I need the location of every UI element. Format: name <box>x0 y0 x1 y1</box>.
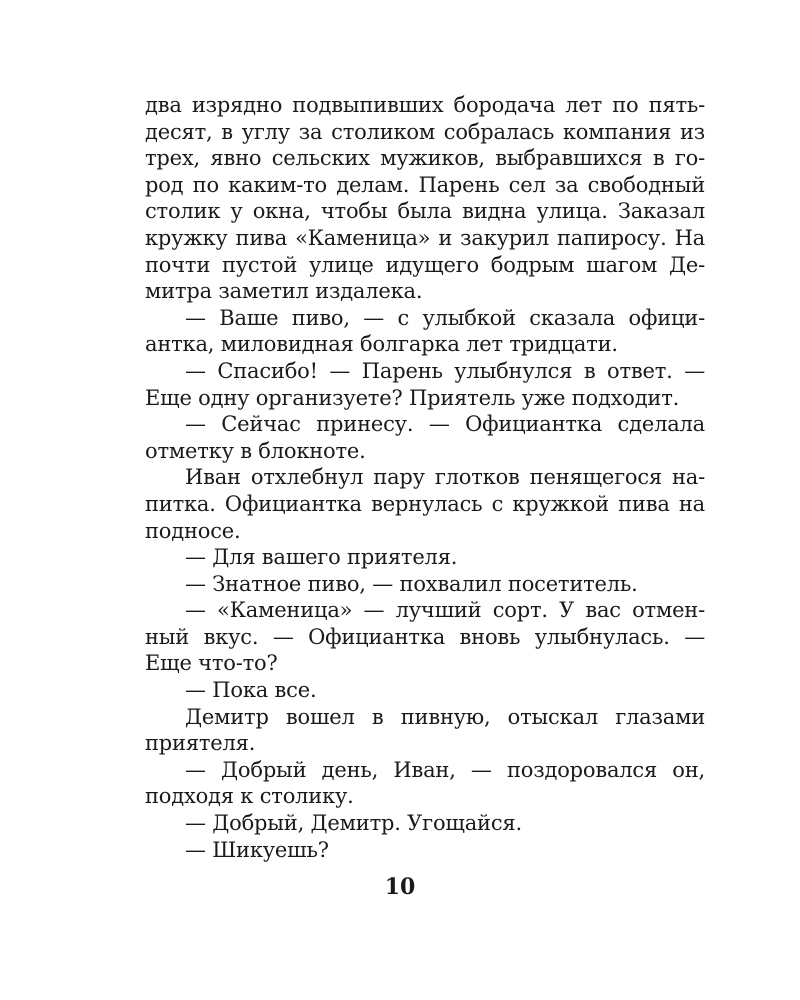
text-line: два изрядно подвыпивших бородача лет по пять- <box>145 93 705 117</box>
text-line: Еще что-то? <box>145 651 278 676</box>
text-line: — Для вашего приятеля. <box>185 545 458 570</box>
text-line: отметку в блокноте. <box>145 438 366 463</box>
text-line: столик у окна, чтобы была видна улица. Заказал <box>145 199 705 224</box>
text-line: трех, явно сельских мужиков, выбравшихся в го- <box>145 146 705 171</box>
text-line: митра заметил издалека. <box>145 279 423 304</box>
text-line: — Спасибо! — Парень улыбнулся в ответ. — <box>185 358 705 383</box>
text-line: антка, миловидная болгарка лет тридцати. <box>145 332 618 357</box>
text-line: кружку пива «Каменица» и закурил папиросу. На <box>145 225 705 250</box>
text-line: — Сейчас принесу. — Официантка сделала <box>185 412 705 437</box>
text-line: подходя к столику. <box>145 784 354 809</box>
text-line: — Пока все. <box>185 678 317 703</box>
text-line: приятеля. <box>145 731 256 756</box>
text-line: — Знатное пиво, — похвалил посетитель. <box>185 571 638 596</box>
page-number: 10 <box>384 874 416 900</box>
page-body-text <box>145 92 705 863</box>
text-line: подносе. <box>145 518 241 543</box>
text-line: — Добрый день, Иван, — поздоровался он, <box>185 757 705 782</box>
text-line: Демитр вошел в пивную, отыскал глазами <box>185 704 705 729</box>
text-line: Еще одну организуете? Приятель уже подходит. <box>145 385 680 410</box>
text-line: почти пустой улице идущего бодрым шагом Де- <box>145 252 705 277</box>
text-line: — Добрый, Демитр. Угощайся. <box>185 811 522 836</box>
text-line: — Ваше пиво, — с улыбкой сказала офици- <box>185 305 705 330</box>
text-line: Иван отхлебнул пару глотков пенящегося на- <box>185 465 705 490</box>
text-line: питка. Официантка вернулась с кружкой пива на <box>145 491 705 516</box>
text-line: десят, в углу за столиком собралась компания из <box>145 119 705 144</box>
text-line: — «Каменица» — лучший сорт. У вас отмен- <box>185 598 705 623</box>
text-line: — Шикуешь? <box>185 837 329 862</box>
text-line: род по каким-то делам. Парень сел за свободный <box>145 172 705 197</box>
text-line: ный вкус. — Официантка вновь улыбнулась. — <box>145 624 705 649</box>
